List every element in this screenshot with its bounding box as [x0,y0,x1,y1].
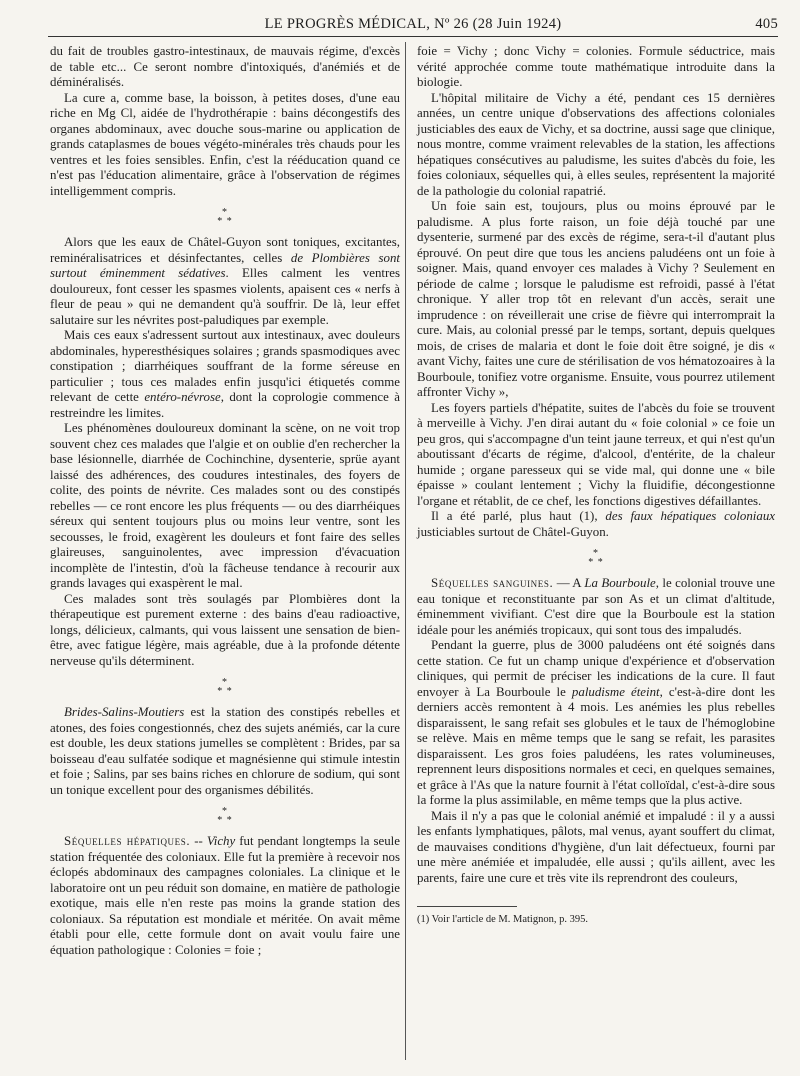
section-heading: Séquelles hépatiques. [64,834,191,848]
paragraph: Un foie sain est, toujours, plus ou moins éprouvé par le paludisme. A plus forte raison, un foie déjà touché par une dysenterie, surmené par des excès de régime, sera-t-il d'autant plus éprouvé. On peut dire que tous les anciens paludéens ont un foie à soigner. Mais, quand envoyer ces malades à Vichy ? Seulement en période de calme ; lorsque le paludisme est refroidi, passé à l'état chronique. Y aller trop tôt en relevant d'un accès, serait une imprudence : on réveillerait une crise de fièvre qui interromprait la cure. Mais, au colonial pressé par le temps, sortant, depuis quelques mois, de crises de malaria et dont le foie doit être soigné, je dis « avant Vichy, faites une cure de stérilisation de vos hématozoaires à la Bourboule, tonifiez votre organisme. Ensuite, vous pourrez utilement affronter Vichy », [417,199,775,399]
paragraph [417,638,775,809]
text-run: , c'est-à-dire dont les derniers accès remontent à 4 mois. Les anémies les plus rebelles disparaissent, le sang refait ses globules et le taux de l'hémoglobine se relève. Mais en même temps que le sang se refait, les parasites disparaissent. Les gros foies paludéens, les rates volumineuses, reprennent leurs dispositions normales et ceci, en quelques semaines, et grâce à l'As que la nature fournit à l'état colloïdal, c'est-à-dire sous la forme la plus assimilable, en même temps que la plus active. [417,684,776,807]
asterism-bottom: * * [217,216,233,227]
left-column [50,44,400,958]
paragraph: Mais il n'y a pas que le colonial anémié et impaludé : il y a aussi les enfants lymphatiques, pâlots, mal venus, ayant souffert du climat, de mauvaises conditions d'hygiène, d'un lait défectueux, fourni par une mère anémiée et impaludée, elle aussi ; qu'ils aillent, avec les parents, faire une cure et très vite ils reprendront des couleurs, [417,808,775,885]
paragraph: L'hôpital militaire de Vichy a été, pendant ces 15 dernières années, un centre unique d'observations des affections coloniales justiciables des eaux de Vichy, et sa doctrine, aussi sage que clinique, nous montre, comme vraiment relevables de la station, les affections hépatiques consécutives au paludisme, les suites d'abcès du foie, les foies coloniaux, séquelles qui, à elles seules, représentent la majorité de la pathologie du colonial rapatrié. [417,90,775,198]
paragraph: Ces malades sont très soulagés par Plombières dont la thérapeutique est purement externe : des bains d'eau radioactive, longs, délicieux, calmants, qui vous laissent une sensation de bien-être, avec fatigue légère, mais agréable, due à la profonde détente nerveuse qu'ils déterminent. [50,591,400,668]
asterism-bottom: * * [217,686,233,697]
paragraph: La cure a, comme base, la boisson, à petites doses, d'une eau riche en Mg Cl, aidée de l'hydrothérapie : bains décongestifs des organes abdominaux, avec douche sous-marine ou application de grands cataplasmes de boues végéto-minérales très chauds pour les ventres et les foies sensibles. Enfin, c'est la rééducation quand ce n'est pas l'éducation alimentaire, grâce à l'observation de régimes intelligemment compris. [50,90,400,198]
paragraph [50,328,400,421]
asterism-separator [417,549,775,567]
asterism-bottom: * * [588,557,604,568]
italic-run: Brides-Salins-Moutiers [64,705,185,719]
italic-run: de Plombières sont surtout éminemment sédatives [50,250,400,280]
paragraph [417,576,775,638]
text-run: -- [190,834,207,848]
asterism-top: * [222,677,228,688]
asterism-separator [50,208,400,226]
section-heading: Séquelles sanguines. [431,576,554,590]
paragraph [417,509,775,540]
asterism-top: * [593,548,599,559]
text-run: , dont la coprologie commence à restreindre les limites. [50,390,400,420]
italic-run: des faux hépatiques coloniaux [605,509,775,523]
text-run: . Elles calment les ventres douloureux, font cesser les spasmes violents, apaisent ces « nerfs à fleur de peau » qui ne demandent qu'à souffrir. De là, leur effet salutaire sur les névrites post-paludiques par exemple. [50,266,401,327]
text-run: Pendant la guerre, plus de 3000 paludéens ont été soignés dans cette station. Ce fut un champ unique d'expérience et d'observation cliniques, qui permit de préciser les indications de la cure. Il faut envoyer à La Bourboule le [417,638,775,699]
paragraph: du fait de troubles gastro-intestinaux, de mauvais régime, d'excès de table etc... Ce seront nombre d'intoxiqués, d'anémiés et de déminéralisés. [50,44,400,89]
page-number: 405 [755,16,778,32]
text-run: justiciables surtout de Châtel-Guyon. [417,524,609,539]
italic-run: paludisme éteint [571,684,660,699]
italic-run: Vichy [206,834,236,848]
asterism-bottom: * * [217,815,233,826]
paragraph: foie = Vichy ; donc Vichy = colonies. Formule séductrice, mais vérité approchée comme toute mathématique introduite dans la biologie. [417,44,775,89]
running-header [48,14,778,37]
asterism-separator [50,678,400,696]
text-run: , le colonial trouve une eau tonique et reconstituante par son As et un climat d'altitude, éminemment vivifiant. C'est dire que la Bourboule est la station idéale pour les anémiés tropicaux, qui sont tous des impaludés. [417,576,775,637]
italic-run: La Bourboule [584,576,656,590]
paragraph [50,235,400,328]
footnote: (1) Voir l'article de M. Matignon, p. 395. [417,914,588,925]
paragraph [50,705,400,798]
footnote-rule [417,906,517,907]
text-run: Alors que les eaux de Châtel-Guyon sont toniques, excitantes, reminéralisatrices et désinfectantes, celles [50,235,400,265]
paragraph: Les phénomènes douloureux dominant la scène, on ne voit trop souvent chez ces malades que l'algie et on oublie d'en rechercher la base lésionnelle, diarrhée de Cochinchine, dysenterie, sprüe ayant laissé des adhérences, des coudures intestinales, des foyers de colite, des points de névrite. Ces malades sont ou des constipés rebelles — ce ront encore les plus fréquents — ou des diarrhéiques séreux qui sentent toujours plus ou moins leur ventre, sont les secousses, le froid, exagèrent les douleurs et font faire des selles glaireuses, sanguinolentes, avec impression d'évacuation incomplète de l'intestin, d'où la fâcheuse tendance à recourir aux grands lavages qui exaspèrent le mal. [50,421,400,590]
text-run: est la station des constipés rebelles et atones, des foies congestionnés, chez des sujets anémiés, car la cure est double, les deux stations jumelles se complètent : Brides, par sa boisseau d'eau sulfatée sodique et magnésienne qui stimule intestin et foie ; Salins, par ses bains riches en chlorure de sodium, qui sont un tonique excellent pour des organismes débilités. [50,705,400,797]
text-run: Il a été parlé, plus haut (1), [431,509,606,523]
asterism-top: * [222,207,228,218]
asterism-separator [50,807,400,825]
text-run: fut pendant longtemps la seule station fréquentée des coloniaux. Elle fut la première à recevoir nos éclopés abdominaux des campagnes coloniales. La clinique et le laboratoire ont un peu réduit son domaine, en matière de pathologie exotique, mais elle n'en reste pas moins la grande station des coloniaux. Sa réputation est mondiale et méritée. On avait même établi pour elle, cette formule dont on avait voulu faire une équation pathologique : Colonies = foie ; [50,834,400,957]
header-title: LE PROGRÈS MÉDICAL, Nº 26 (28 Juin 1924) [264,16,562,32]
italic-run: entéro-névrose [144,390,221,404]
column-divider [405,42,406,1060]
text-run: — A [553,576,585,590]
right-column [417,44,775,926]
paragraph [50,834,400,958]
text-run: Mais ces eaux s'adressent surtout aux intestinaux, avec douleurs abdominales, hyperesthésiques solaires ; grands spasmodiques avec constipation ; diarrhéiques souffrant de la forme séreuse en particulier ; tous ces malades enfin jusqu'ici étiquetés comme relevant de cette [50,328,400,404]
paragraph: Les foyers partiels d'hépatite, suites de l'abcès du foie se trouvent à merveille à Vichy. J'en dirai autant du « foie colonial » ce foie un peu gros, qui s'accompagne d'un teint jaune terreux, et qui n'est qu'un aboutissant d'écarts de régime, d'alcool, d'entérite, de la chaleur humide ; organe paresseux qui se vide mal, qui donne une « bile épaisse » coulant lentement ; Vichy la fluidifie, décongestionne l'organe et rétablit, de ce chef, les fonctions digestives défaillantes. [417,400,775,508]
asterism-top: * [222,806,228,817]
